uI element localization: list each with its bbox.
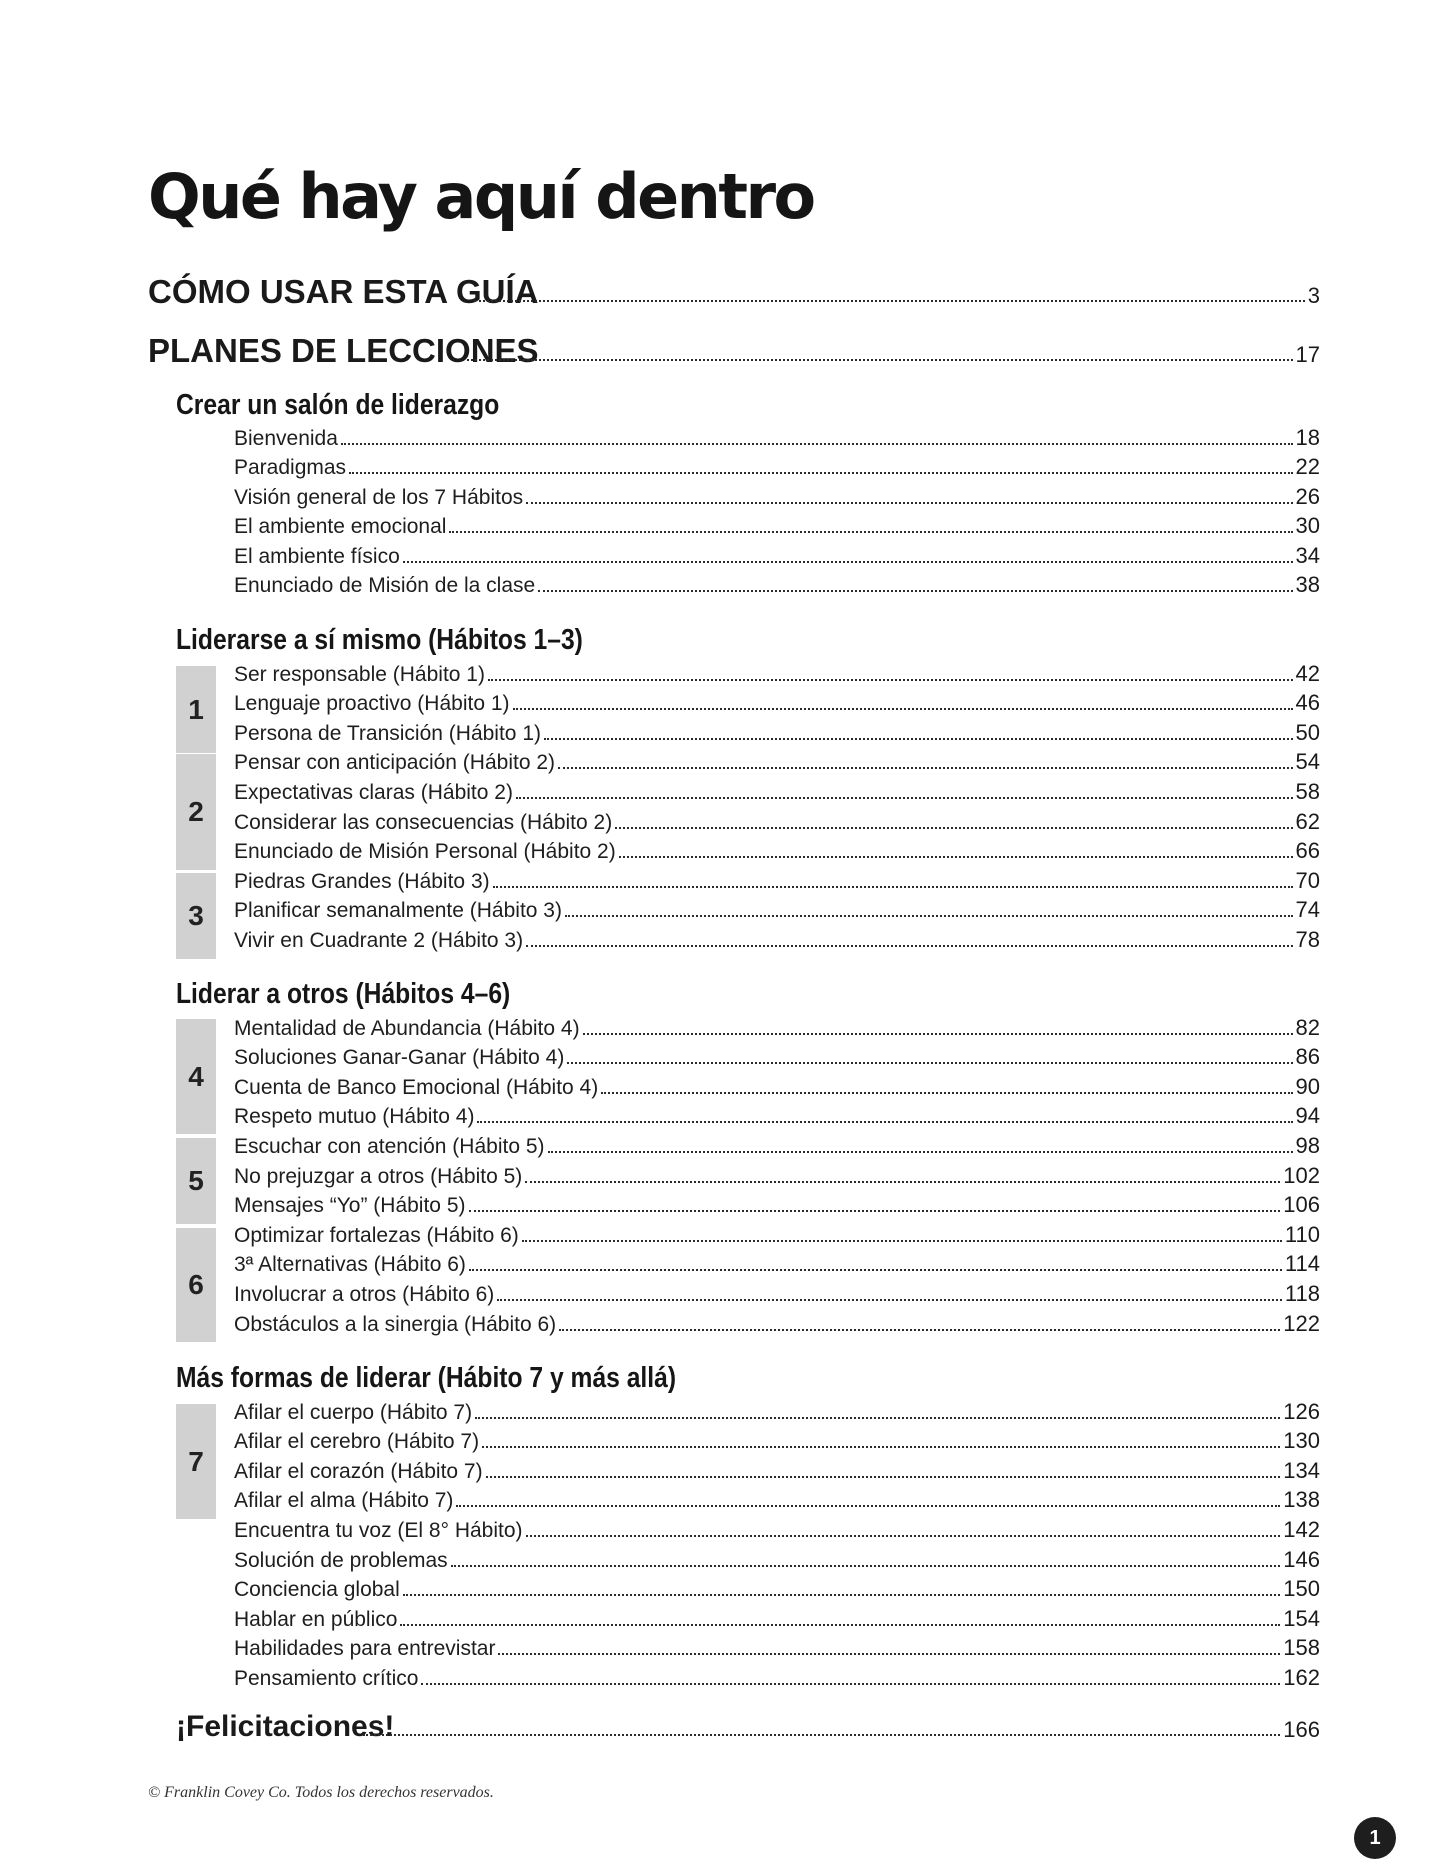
toc-entry[interactable] <box>234 1512 1320 1542</box>
toc-entry[interactable] <box>234 479 1320 509</box>
section-heading-mas-formas: Más formas de liderar (Hábito 7 y más allá) <box>176 1362 677 1394</box>
toc-entry[interactable] <box>234 804 1320 834</box>
toc-entry[interactable] <box>234 1010 1320 1040</box>
toc-entry[interactable] <box>234 1424 1320 1454</box>
toc-entry[interactable] <box>234 715 1320 745</box>
toc-entry-page: 54 <box>1295 749 1320 775</box>
toc-entry-page: 154 <box>1283 1605 1320 1631</box>
habit-block-7: 7 <box>176 1404 216 1519</box>
toc-entry-title: Pensar con anticipación (Hábito 2) <box>234 751 556 775</box>
toc-entry[interactable] <box>234 538 1320 568</box>
toc-entry-title: ¡Felicitaciones! <box>176 1710 395 1743</box>
toc-entry-title: Encuentra tu voz (El 8° Hábito) <box>234 1518 523 1542</box>
toc-entry[interactable] <box>234 509 1320 539</box>
toc-entry[interactable] <box>234 834 1320 864</box>
toc-entry[interactable] <box>234 1069 1320 1099</box>
toc-entry-page: 126 <box>1283 1398 1320 1424</box>
toc-entry-planes-de-lecciones[interactable] <box>148 323 1320 367</box>
toc-entry-title: Pensamiento crítico <box>234 1666 419 1690</box>
toc-entry-page: 130 <box>1283 1428 1320 1454</box>
toc-entry-page: 122 <box>1283 1310 1320 1336</box>
toc-entry-title: Ser responsable (Hábito 1) <box>234 662 485 686</box>
toc-entry-title: No prejuzgar a otros (Hábito 5) <box>234 1164 523 1188</box>
dot-leader <box>486 1476 1281 1478</box>
toc-entry[interactable] <box>234 568 1320 598</box>
toc-entry-title: Vivir en Cuadrante 2 (Hábito 3) <box>234 928 524 952</box>
toc-entry[interactable] <box>234 1660 1320 1690</box>
dot-leader <box>449 531 1292 533</box>
toc-entry-title: PLANES DE LECCIONES <box>148 332 539 369</box>
dot-leader <box>474 300 1305 302</box>
toc-entry-page: 62 <box>1295 808 1320 834</box>
toc-entry-title: Lenguaje proactivo (Hábito 1) <box>234 692 510 716</box>
dot-leader <box>469 1269 1282 1271</box>
toc-entry-page: 102 <box>1283 1162 1320 1188</box>
toc-entry-title: Persona de Transición (Hábito 1) <box>234 721 541 745</box>
dot-leader <box>516 797 1293 799</box>
toc-entry-title: Mentalidad de Abundancia (Hábito 4) <box>234 1016 580 1040</box>
toc-entry[interactable] <box>234 1276 1320 1306</box>
toc-entry-title: Hablar en público <box>234 1607 398 1631</box>
toc-entry-page: 74 <box>1295 897 1320 923</box>
dot-leader <box>619 856 1293 858</box>
dot-leader <box>497 1299 1282 1301</box>
section-heading-liderarse: Liderarse a sí mismo (Hábitos 1–3) <box>176 624 583 656</box>
toc-entry[interactable] <box>234 686 1320 716</box>
toc-entry-title: Piedras Grandes (Hábito 3) <box>234 869 490 893</box>
toc-entry[interactable] <box>234 922 1320 952</box>
dot-leader <box>538 590 1292 592</box>
toc-entry-title: Paradigmas <box>234 456 347 479</box>
toc-entry[interactable] <box>234 1306 1320 1336</box>
copyright-notice: © Franklin Covey Co. Todos los derechos reservados. <box>148 1784 494 1801</box>
toc-entry-page: 86 <box>1295 1044 1320 1070</box>
habit-block-3: 3 <box>176 873 216 959</box>
toc-entry-page: 70 <box>1295 867 1320 893</box>
toc-entry-title: Conciencia global <box>234 1578 400 1602</box>
toc-entry-page: 18 <box>1295 424 1320 450</box>
habit-block-5: 5 <box>176 1138 216 1224</box>
dot-leader <box>558 767 1293 769</box>
toc-entry[interactable] <box>234 1394 1320 1424</box>
dot-leader <box>548 1151 1293 1153</box>
toc-entry[interactable] <box>234 420 1320 450</box>
toc-entry[interactable] <box>234 1542 1320 1572</box>
dot-leader <box>526 945 1292 947</box>
habit-block-4: 4 <box>176 1019 216 1134</box>
toc-entry-page: 166 <box>1283 1717 1320 1742</box>
page-title: Qué hay aquí dentro <box>148 160 814 233</box>
dot-leader <box>513 708 1293 710</box>
toc-entry-title: Soluciones Ganar-Ganar (Hábito 4) <box>234 1046 565 1070</box>
toc-entry-title: Habilidades para entrevistar <box>234 1637 496 1661</box>
toc-entry-page: 110 <box>1284 1221 1320 1247</box>
dot-leader <box>467 359 1293 361</box>
page-number-badge: 1 <box>1354 1817 1396 1859</box>
dot-leader <box>525 1181 1280 1183</box>
toc-entry-page: 134 <box>1283 1457 1320 1483</box>
toc-entry-page: 106 <box>1283 1192 1320 1218</box>
toc-entry[interactable] <box>234 1453 1320 1483</box>
toc-entry-title: Considerar las consecuencias (Hábito 2) <box>234 810 613 834</box>
toc-entry-page: 142 <box>1283 1516 1320 1542</box>
toc-entry-page: 118 <box>1284 1280 1320 1306</box>
toc-entry[interactable] <box>234 1217 1320 1247</box>
toc-entry[interactable] <box>234 893 1320 923</box>
dot-leader <box>341 443 1293 445</box>
dot-leader <box>400 1624 1280 1626</box>
dot-leader <box>482 1446 1280 1448</box>
dot-leader <box>469 1210 1281 1212</box>
section-heading-crear-salon: Crear un salón de liderazgo <box>176 389 500 421</box>
toc-entry-page: 114 <box>1284 1251 1320 1277</box>
toc-entry-title: Optimizar fortalezas (Hábito 6) <box>234 1223 519 1247</box>
toc-entry-page: 78 <box>1295 926 1320 952</box>
toc-entry-title: Bienvenida <box>234 426 338 450</box>
toc-entry-page: 26 <box>1295 483 1320 509</box>
toc-entry-page: 98 <box>1295 1132 1320 1158</box>
toc-entry[interactable] <box>234 774 1320 804</box>
toc-entry-page: 17 <box>1295 342 1320 367</box>
toc-entry-title: Enunciado de Misión de la clase <box>234 574 536 597</box>
toc-entry-title: Afilar el corazón (Hábito 7) <box>234 1459 483 1483</box>
dot-leader <box>544 738 1293 740</box>
toc-entry-title: 3ª Alternativas (Hábito 6) <box>234 1253 466 1277</box>
toc-entry-page: 50 <box>1295 719 1320 745</box>
toc-entry-title: El ambiente físico <box>234 544 400 568</box>
toc-entry-page: 34 <box>1295 542 1320 568</box>
habit-block-2: 2 <box>176 754 216 870</box>
toc-entry-title: Mensajes “Yo” (Hábito 5) <box>234 1194 466 1218</box>
toc-entry[interactable] <box>234 1128 1320 1158</box>
toc-entry[interactable] <box>234 1601 1320 1631</box>
toc-entry-title: Afilar el alma (Hábito 7) <box>234 1489 454 1513</box>
toc-entry-page: 146 <box>1283 1546 1320 1572</box>
dot-leader <box>615 827 1292 829</box>
toc-entry-page: 66 <box>1295 838 1320 864</box>
toc-entry-title: Cuenta de Banco Emocional (Hábito 4) <box>234 1075 599 1099</box>
dot-leader <box>567 1062 1292 1064</box>
toc-entry-page: 90 <box>1295 1073 1320 1099</box>
dot-leader <box>477 1121 1292 1123</box>
toc-entry-title: Escuchar con atención (Hábito 5) <box>234 1134 545 1158</box>
toc-entry[interactable] <box>234 1483 1320 1513</box>
toc-entry-title: Afilar el cerebro (Hábito 7) <box>234 1430 480 1454</box>
toc-entry-title: Planificar semanalmente (Hábito 3) <box>234 899 562 923</box>
toc-entry-title: CÓMO USAR ESTA GUÍA <box>148 273 539 310</box>
dot-leader <box>403 561 1293 563</box>
dot-leader <box>363 1734 1280 1736</box>
toc-entry[interactable] <box>234 1631 1320 1661</box>
dot-leader <box>349 472 1292 474</box>
toc-entry-felicitaciones[interactable] <box>176 1704 1320 1742</box>
toc-entry-como-usar[interactable] <box>148 264 1320 308</box>
toc-entry-title: Involucrar a otros (Hábito 6) <box>234 1282 495 1306</box>
habit-block-1: 1 <box>176 666 216 753</box>
toc-entry-title: Respeto mutuo (Hábito 4) <box>234 1105 475 1129</box>
toc-entry-page: 22 <box>1295 454 1320 479</box>
toc-entry-page: 150 <box>1283 1576 1320 1602</box>
toc-entry-page: 58 <box>1295 778 1320 804</box>
toc-entry-page: 46 <box>1295 690 1320 716</box>
dot-leader <box>565 915 1293 917</box>
toc-entry-title: Enunciado de Misión Personal (Hábito 2) <box>234 840 616 864</box>
toc-entry-title: Afilar el cuerpo (Hábito 7) <box>234 1400 473 1424</box>
dot-leader <box>601 1092 1292 1094</box>
toc-entry[interactable] <box>234 1188 1320 1218</box>
toc-entry-page: 30 <box>1295 513 1320 538</box>
dot-leader <box>421 1683 1280 1685</box>
toc-entry[interactable] <box>234 1572 1320 1602</box>
toc-entry-title: Obstáculos a la sinergia (Hábito 6) <box>234 1312 557 1336</box>
dot-leader <box>451 1565 1281 1567</box>
toc-entry-page: 94 <box>1295 1103 1320 1129</box>
dot-leader <box>403 1594 1281 1596</box>
toc-entry-title: Expectativas claras (Hábito 2) <box>234 780 513 804</box>
dot-leader <box>456 1505 1280 1507</box>
toc-entry[interactable] <box>234 1247 1320 1277</box>
toc-entry-title: Visión general de los 7 Hábitos <box>234 485 524 509</box>
toc-entry-page: 158 <box>1283 1635 1320 1661</box>
dot-leader <box>583 1033 1293 1035</box>
dot-leader <box>475 1417 1280 1419</box>
toc-entry-page: 3 <box>1307 283 1320 308</box>
toc-entry[interactable] <box>234 1158 1320 1188</box>
dot-leader <box>522 1240 1282 1242</box>
dot-leader <box>488 679 1293 681</box>
dot-leader <box>526 502 1292 504</box>
toc-entry-page: 42 <box>1295 660 1320 686</box>
habit-block-6: 6 <box>176 1228 216 1342</box>
toc-entry-page: 38 <box>1295 572 1320 597</box>
section-heading-liderar-otros: Liderar a otros (Hábitos 4–6) <box>176 978 511 1010</box>
toc-entry[interactable] <box>234 1099 1320 1129</box>
toc-entry[interactable] <box>234 863 1320 893</box>
dot-leader <box>526 1535 1281 1537</box>
dot-leader <box>493 886 1293 888</box>
toc-entry[interactable] <box>234 745 1320 775</box>
toc-entry[interactable] <box>234 656 1320 686</box>
dot-leader <box>559 1329 1280 1331</box>
toc-entry[interactable] <box>234 1040 1320 1070</box>
toc-entry-page: 162 <box>1283 1664 1320 1690</box>
toc-entry-title: Solución de problemas <box>234 1548 448 1572</box>
toc-entry-page: 138 <box>1283 1487 1320 1513</box>
toc-entry-page: 82 <box>1295 1014 1320 1040</box>
dot-leader <box>498 1653 1280 1655</box>
toc-entry[interactable] <box>234 450 1320 480</box>
toc-entry-title: El ambiente emocional <box>234 515 447 538</box>
